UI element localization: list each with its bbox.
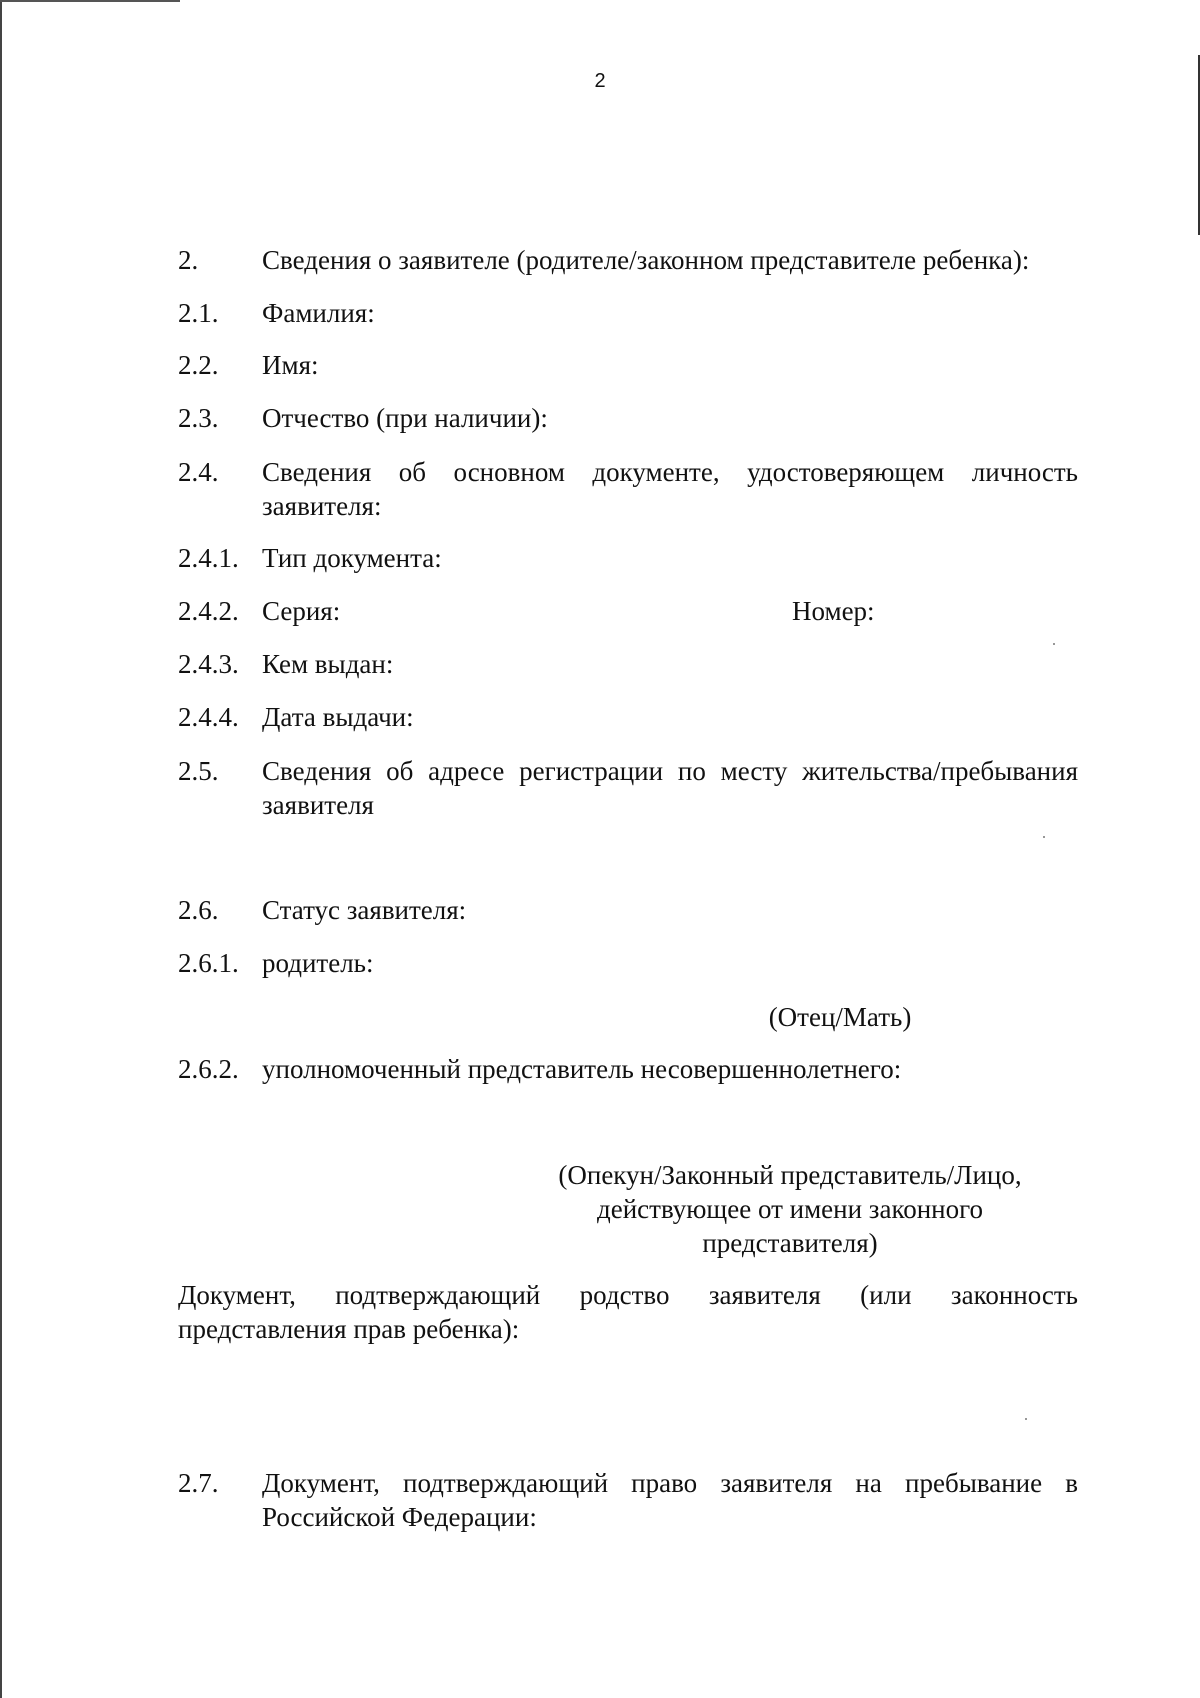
item-text: Отчество (при наличии):: [262, 403, 548, 433]
item-number: 2.4.1.: [178, 543, 239, 573]
item-text: Документ, подтверждающий право заявителя на пребывание в Российской Федерации:: [262, 1468, 1078, 1532]
item-text: Сведения об адресе регистрации по месту жительства/пребывания заявителя: [262, 756, 1078, 820]
item-text: Сведения об основном документе, удостоверяющем личность заявителя:: [262, 457, 1078, 521]
item-number: 2.5.: [178, 756, 219, 786]
page-number: 2: [594, 70, 606, 92]
item-text: родитель:: [262, 948, 374, 978]
item-text: уполномоченный представитель несовершеннолетнего:: [262, 1054, 902, 1084]
item-number: 2.4.2.: [178, 596, 239, 626]
scan-speck: [1043, 836, 1045, 838]
item-number: 2.6.2.: [178, 1054, 239, 1084]
item-number: 2.1.: [178, 298, 219, 328]
item-text: Фамилия:: [262, 298, 375, 328]
caption-representative: (Опекун/Законный представитель/Лицо, действующее от имени законного представителя): [558, 1160, 1022, 1258]
caption-parent: (Отец/Мать): [768, 1002, 912, 1032]
item-number: 2.: [178, 245, 199, 275]
item-number: 2.3.: [178, 403, 219, 433]
item-text: Сведения о заявителе (родителе/законном представителе ребенка):: [262, 245, 1030, 275]
number-label: Номер:: [792, 596, 875, 626]
item-number: 2.7.: [178, 1468, 219, 1498]
item-number: 2.6.: [178, 895, 219, 925]
item-number: 2.4.: [178, 457, 219, 487]
item-text: Дата выдачи:: [262, 702, 414, 732]
item-text: Тип документа:: [262, 543, 442, 573]
item-number: 2.4.4.: [178, 702, 239, 732]
scan-speck: [1025, 1418, 1027, 1420]
scan-left-edge: [0, 0, 2, 1698]
item-text: Имя:: [262, 350, 319, 380]
item-number: 2.6.1.: [178, 948, 239, 978]
item-text: Кем выдан:: [262, 649, 394, 679]
item-text: Серия:: [262, 596, 341, 626]
item-text: Статус заявителя:: [262, 895, 467, 925]
scan-speck: [1053, 643, 1055, 645]
item-number: 2.2.: [178, 350, 219, 380]
kinship-document-paragraph: Документ, подтверждающий родство заявителя (или законность представления прав ребенка):: [178, 1280, 1078, 1344]
item-number: 2.4.3.: [178, 649, 239, 679]
scan-top-edge: [0, 0, 180, 2]
